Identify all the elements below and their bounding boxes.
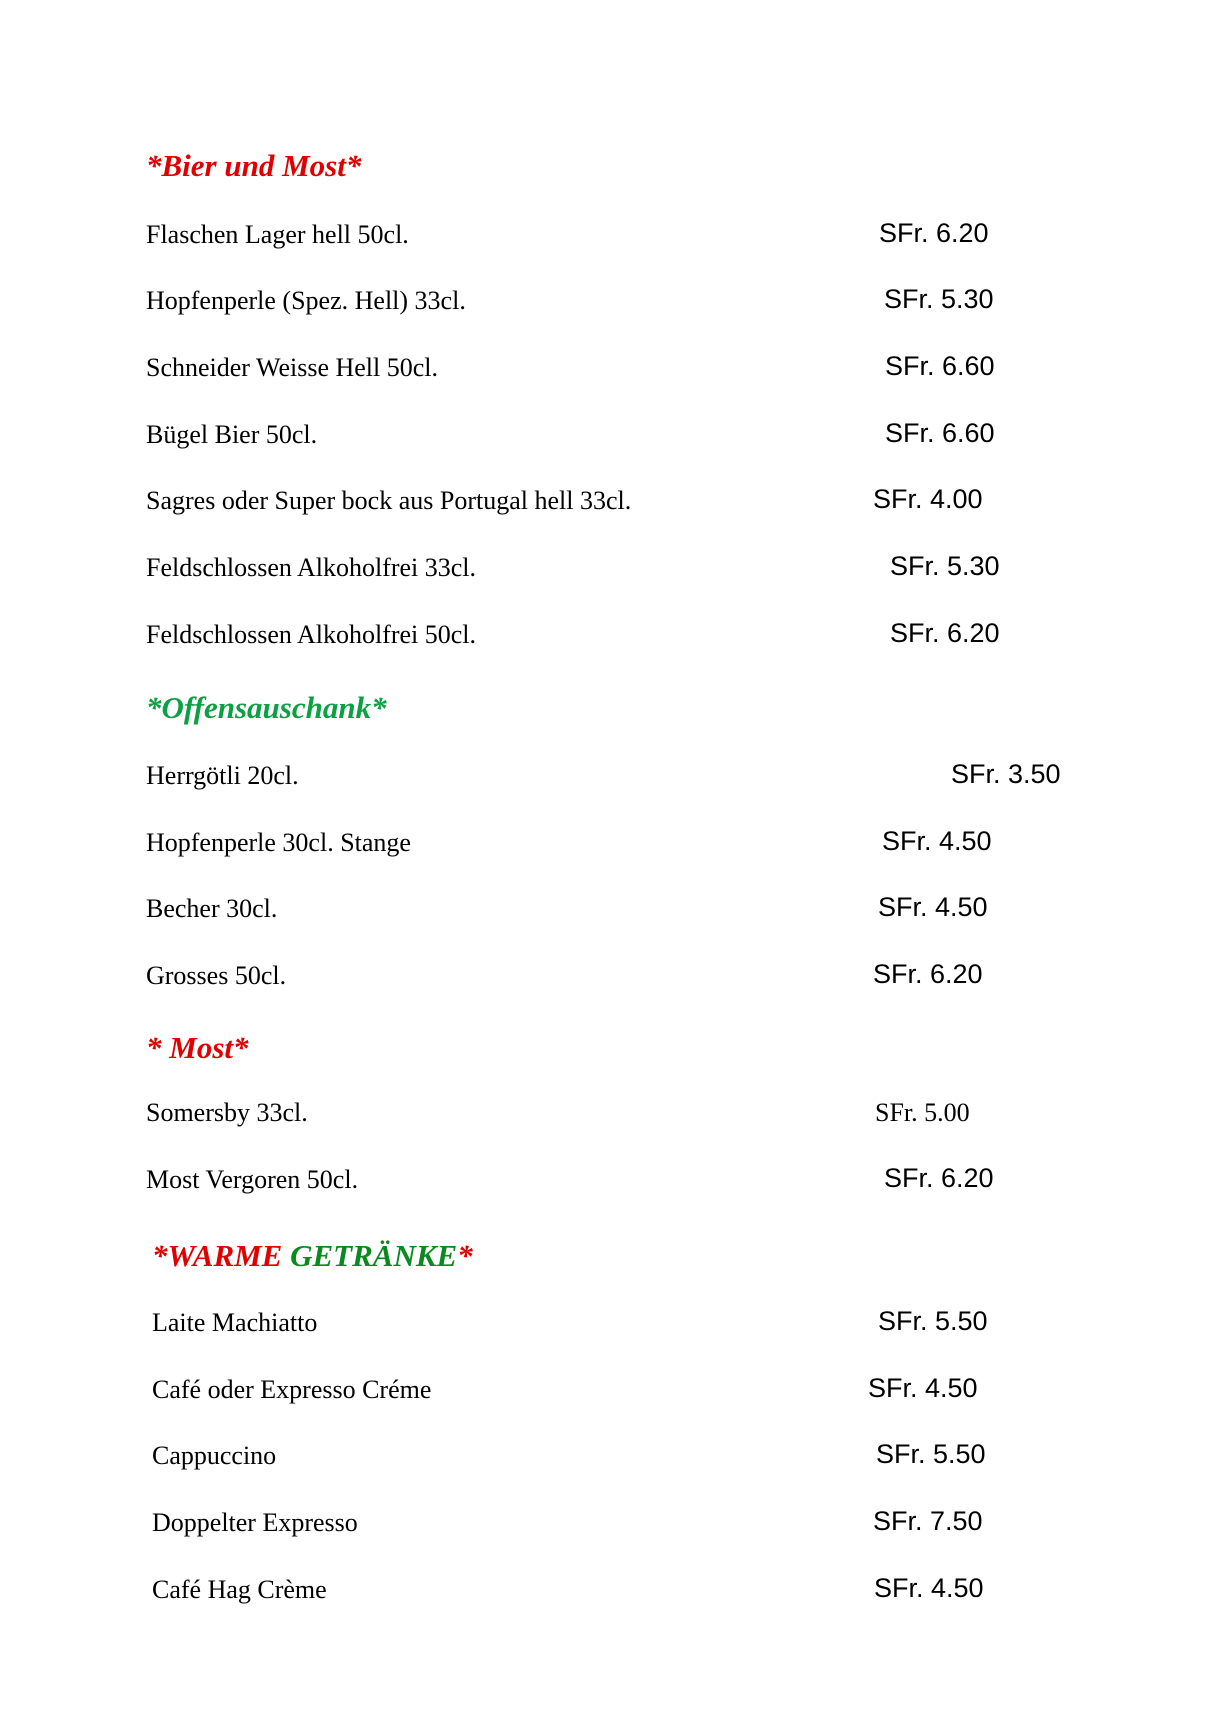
menu-item-name: Grosses 50cl.: [146, 961, 287, 990]
menu-item-name: Doppelter Expresso: [152, 1508, 358, 1537]
menu-item-name: Hopfenperle (Spez. Hell) 33cl.: [146, 286, 466, 315]
menu-item-name: Most Vergoren 50cl.: [146, 1165, 359, 1194]
menu-item-price: SFr. 4.50: [868, 1373, 978, 1403]
menu-item-name: Becher 30cl.: [146, 894, 278, 923]
menu-item-name: Somersby 33cl.: [146, 1098, 308, 1127]
menu-item-name: Feldschlossen Alkoholfrei 50cl.: [146, 620, 477, 649]
menu-item-name: Laite Machiatto: [152, 1308, 318, 1337]
section-title-warme-getraenke: [152, 1240, 473, 1271]
menu-item-price: SFr. 6.20: [879, 218, 989, 248]
menu-item-price: SFr. 3.50: [951, 759, 1061, 789]
menu-item-price: SFr. 4.50: [874, 1573, 984, 1603]
menu-item-price: SFr. 4.50: [882, 826, 992, 856]
menu-item-name: Café oder Expresso Créme: [152, 1375, 432, 1404]
menu-item-price: SFr. 5.30: [884, 284, 994, 314]
menu-item-name: Cappuccino: [152, 1441, 277, 1470]
menu-item-price: SFr. 6.20: [890, 618, 1000, 648]
section-title-bier-und-most: *Bier und Most*: [146, 148, 362, 183]
menu-item-price: SFr. 4.50: [878, 892, 988, 922]
menu-item-price: SFr. 5.00: [875, 1098, 970, 1127]
title-part-green: GETRÄNKE: [290, 1238, 458, 1273]
menu-item-price: SFr. 5.50: [878, 1306, 988, 1336]
menu-item-price: SFr. 4.00: [873, 484, 983, 514]
menu-item-price: SFr. 6.60: [885, 351, 995, 381]
title-part-red: *WARME: [152, 1238, 291, 1273]
menu-item-name: Schneider Weisse Hell 50cl.: [146, 353, 439, 382]
menu-item-price: SFr. 6.60: [885, 418, 995, 448]
menu-item-name: Bügel Bier 50cl.: [146, 420, 318, 449]
menu-item-price: SFr. 6.20: [873, 959, 983, 989]
menu-item-name: Hopfenperle 30cl. Stange: [146, 828, 411, 857]
menu-item-name: Feldschlossen Alkoholfrei 33cl.: [146, 553, 477, 582]
menu-item-name: Flaschen Lager hell 50cl.: [146, 220, 409, 249]
menu-item-price: SFr. 5.50: [876, 1439, 986, 1469]
section-title-offensauschank: *Offensauschank*: [146, 690, 387, 725]
menu-item-price: SFr. 6.20: [884, 1163, 994, 1193]
section-title-most: * Most*: [146, 1030, 249, 1065]
menu-item-name: Café Hag Crème: [152, 1575, 327, 1604]
menu-item-price: SFr. 5.30: [890, 551, 1000, 581]
menu-item-name: Sagres oder Super bock aus Portugal hell 33cl.: [146, 486, 632, 515]
title-part-red: *: [457, 1238, 473, 1273]
menu-item-price: SFr. 7.50: [873, 1506, 983, 1536]
menu-item-name: Herrgötli 20cl.: [146, 761, 299, 790]
